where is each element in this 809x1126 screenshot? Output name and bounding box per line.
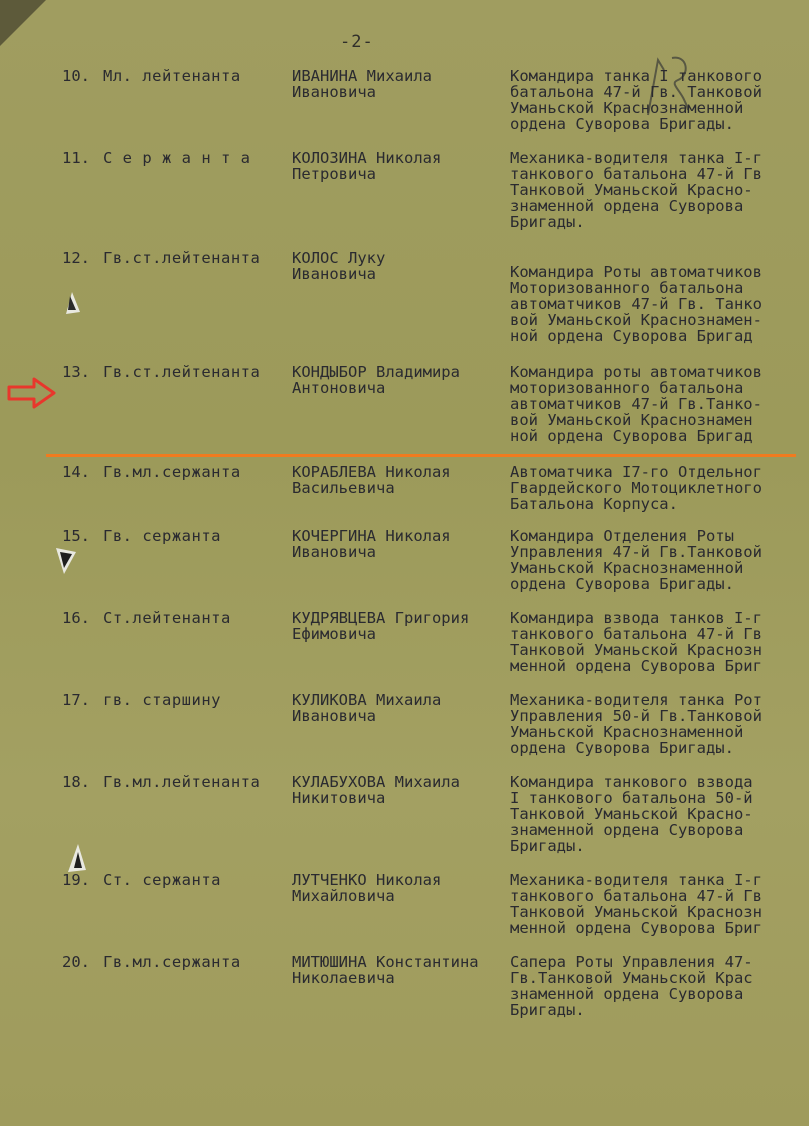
- entry-name: КОЛОЗИНА Николая Петровича: [292, 149, 442, 183]
- entry-position: Командира Отделения Роты Управления 47-й Гв.Танковой Уманьской Краснознаменной ордена Суворова Бригады.: [510, 528, 762, 592]
- entry-name: КОРАБЛЕВА Николая Васильевича: [292, 463, 451, 497]
- entry-rank: Мл. лейтенанта: [103, 67, 241, 85]
- page-number: -2-: [340, 32, 374, 52]
- entry-number: 18.: [62, 773, 90, 791]
- entry-position: Сапера Роты Управления 47- Гв.Танковой Уманьской Крас знаменной ордена Суворова Бригады.: [510, 954, 753, 1018]
- entry-rank: Ст. сержанта: [103, 871, 221, 889]
- entry-position: Автоматчика I7-го Отдельног Гвардейского Мотоциклетного Батальона Корпуса.: [510, 464, 762, 512]
- entry-rank: Гв.ст.лейтенанта: [103, 363, 261, 381]
- entry-rank: гв. старшину: [103, 691, 221, 709]
- entry-position: Командира танка I танкового батальона 47-й Гв. Танковой Уманьской Краснознаменной ордена Суворова Бригады.: [510, 68, 762, 132]
- entry-position: Командира роты автоматчиков моторизованного батальона автоматчиков 47-й Гв.Танко- вой Уманьской Краснознамен ной ордена Суворова Бригад: [510, 364, 762, 444]
- entry-position: Механика-водителя танка I-г танкового батальона 47-й Гв Танковой Уманьской Краснозн менной ордена Суворова Бриг: [510, 872, 762, 936]
- entry-name: ИВАНИНА Михаила Ивановича: [292, 67, 432, 101]
- entry-number: 14.: [62, 463, 90, 481]
- entry-position: Командира взвода танков I-г танкового батальона 47-й Гв Танковой Уманьской Краснозн менной ордена Суворова Бриг: [510, 610, 762, 674]
- entry-name: ЛУТЧЕНКО Николая Михайловича: [292, 871, 442, 905]
- entry-number: 17.: [62, 691, 90, 709]
- paper-hole: [52, 546, 78, 576]
- entry-number: 15.: [62, 527, 90, 545]
- red-arrow-icon: [6, 376, 58, 410]
- entry-number: 10.: [62, 67, 90, 85]
- entry-number: 11.: [62, 149, 90, 167]
- entry-number: 19.: [62, 871, 90, 889]
- entry-rank: Гв.ст.лейтенанта: [103, 249, 261, 267]
- entry-position: Командира Роты автоматчиков Моторизованного батальона автоматчиков 47-й Гв. Танко вой Уманьской Краснознамен- ной ордена Суворова Бригад: [510, 264, 762, 344]
- entry-name: КОНДЫБОР Владимира Антоновича: [292, 363, 460, 397]
- entry-name: МИТЮШИНА Константина Николаевича: [292, 953, 479, 987]
- folded-corner: [0, 0, 46, 46]
- entry-position: Механика-водителя танка Рот Управления 50-й Гв.Танковой Уманьской Краснознаменной ордена Суворова Бригады.: [510, 692, 762, 756]
- entry-position: Командира танкового взвода I танкового батальона 50-й Танковой Уманьской Красно- знаменной ордена Суворова Бригады.: [510, 774, 753, 854]
- entry-name: КУДРЯВЦЕВА Григория Ефимовича: [292, 609, 470, 643]
- entry-rank: Гв.мл.лейтенанта: [103, 773, 261, 791]
- entry-rank: Гв.мл.сержанта: [103, 463, 241, 481]
- paper-hole: [62, 292, 82, 316]
- entry-rank: Ст.лейтенанта: [103, 609, 231, 627]
- entry-number: 12.: [62, 249, 90, 267]
- entry-number: 16.: [62, 609, 90, 627]
- entry-name: КОЛОС Луку Ивановича: [292, 249, 386, 283]
- entry-number: 13.: [62, 363, 90, 381]
- highlight-line: [46, 454, 796, 457]
- paper-hole: [62, 842, 88, 874]
- entry-position: Механика-водителя танка I-г танкового батальона 47-й Гв Танковой Уманьской Красно- знаменной ордена Суворова Бригады.: [510, 150, 762, 230]
- entry-name: КОЧЕРГИНА Николая Ивановича: [292, 527, 451, 561]
- entry-name: КУЛАБУХОВА Михаила Никитовича: [292, 773, 460, 807]
- entry-rank: Гв.мл.сержанта: [103, 953, 241, 971]
- entry-number: 20.: [62, 953, 90, 971]
- entry-rank: С е р ж а н т а: [103, 149, 251, 167]
- entry-name: КУЛИКОВА Михаила Ивановича: [292, 691, 442, 725]
- entry-rank: Гв. сержанта: [103, 527, 221, 545]
